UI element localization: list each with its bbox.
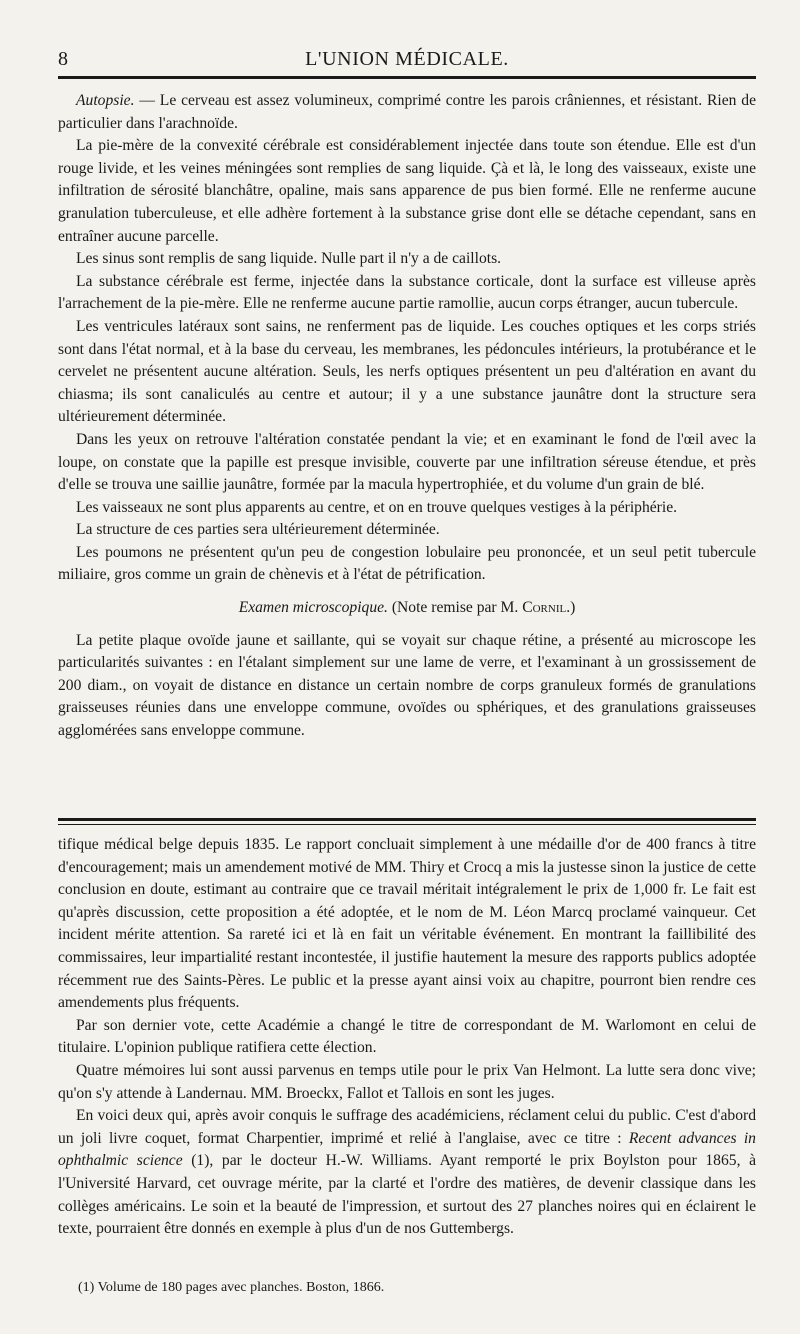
- paragraph-structure: La structure de ces parties sera ultérieurement déterminée.: [76, 521, 440, 539]
- paragraph-ventricles: Les ventricules latéraux sont sains, ne renferment pas de liquide. Les couches optiques et les corps striés sont dans l'état normal, et à la base du cerveau, les membranes, les pédoncules intérieurs, la protubérance et le cervelet ne présentent aucune altération. Seuls, les nerfs optiques présentent un peu d'altération en avant du chiasma; ils sont canaliculés au centre et autour; il y a une substance jaunâtre dont la structure sera ultérieurement déterminée.: [58, 317, 756, 426]
- paragraph-pia-mater: La pie-mère de la convexité cérébrale est considérablement injectée dans toute son étendue. Elle est d'un rouge livide, et les veines méningées sont remplies de sang liquide. Çà et là, le long des vaisseaux, existe une infiltration de sérosité blanchâtre, opaline, mais sans apparence de pus bien formé. Elle ne renferme aucune granulation tuberculeuse, et elle adhère fortement à la substance grise dont elle se détache cependant, sans en entraîner aucune parcelle.: [58, 137, 756, 245]
- paragraph-eyes: Dans les yeux on retrouve l'altération constatée pendant la vie; et en examinant le fond de l'œil avec la loupe, on constate que la papille est presque invisible, couverte par une infiltration séreuse étendue, et près d'elle se trouva une saillie jaunâtre, formée par la macula hypertrophiée, et du volume d'un grain de blé.: [58, 430, 756, 494]
- paragraph-autopsy: [58, 90, 756, 135]
- paragraph-sinus: Les sinus sont remplis de sang liquide. Nulle part il n'y a de caillots.: [76, 250, 502, 268]
- page-header: [58, 44, 756, 74]
- paragraph-cerebral-substance: La substance cérébrale est ferme, injectée dans la substance corticale, dont la surface est villeuse après l'arrachement de la pie-mère. Elle ne renferme aucune partie ramollie, aucun corps étranger, aucun tubercule.: [58, 272, 756, 313]
- paragraph-academy-report: tifique médical belge depuis 1835. Le rapport concluait simplement à une médaille d'or de 400 francs à titre d'encouragement; mais un amendement motivé de MM. Thiry et Crocq a mis la justesse sinon la justice de cette conclusion en doute, estimant au contraire que ce travail méritait intégralement le prix de 1,000 fr. Le fait est qu'après discussion, cette proposition a été adoptée, et le nom de M. Léon Marcq proclamé vainqueur. Cet incident mérite attention. Sa rareté ici et là en fait un véritable événement. En montrant la faillibilité des commissaires, leur impartialité restant incontestée, il justifie hautement la mesure des rapports publics adoptée récemment rue des Saints-Pères. Le public et la presse ayant ainsi voix au chapitre, pourront bien rendre ces amendements plus fréquents.: [58, 836, 756, 1012]
- paragraph-warlomont: Par son dernier vote, cette Académie a changé le titre de correspondant de M. Warlomont en celui de titulaire. L'opinion publique ratifiera cette élection.: [58, 1016, 756, 1057]
- header-rule: [58, 76, 756, 79]
- microscopic-exam-heading: [58, 597, 756, 620]
- williams-text-a: En voici deux qui, après avoir conquis le suffrage des académiciens, réclament celui du public. C'est d'abord un joli livre coquet, format Charpentier, imprimé et relié à l'anglaise, avec ce titre :: [58, 1107, 756, 1147]
- caption-note: (Note remise par M.: [387, 599, 523, 617]
- autopsy-lead: Autopsie.: [76, 92, 135, 109]
- williams-text-b: (1), par le docteur H.-W. Williams. Ayant remporté le prix Boylston pour 1865, à l'Université Harvard, cet ouvrage mérite, par la clarté et l'ordre des matières, de devenir classique dans les collèges américains. Le soin et la beauté de l'impression, et surtout des 27 planches noires qui en éclairent le texte, pourraient être donnés en exemple à plus d'un de nos Guttembergs.: [58, 1152, 756, 1238]
- caption-italic: Examen microscopique.: [238, 599, 388, 617]
- footnote: (1) Volume de 180 pages avec planches. Boston, 1866.: [78, 1280, 385, 1295]
- page-number: 8: [58, 48, 68, 70]
- autopsy-section: [58, 90, 756, 743]
- paragraph-lungs: Les poumons ne présentent qu'un peu de congestion lobulaire peu prononcée, et un seul petit tubercule miliaire, gros comme un grain de chènevis et à l'état de pétrification.: [58, 543, 756, 584]
- paragraph-williams-book: [58, 1105, 756, 1241]
- paragraph-retina-plaque: La petite plaque ovoïde jaune et saillante, qui se voyait sur chaque rétine, a présenté au microscope les particularités suivantes : en l'étalant simplement sur une lame de verre, et l'examinant à un grossissement de 200 diam., on voyait de distance en distance un certain nombre de corps granuleux formés de granulations graisseuses réunies dans une enveloppe commune, ovoïdes ou sphériques, et des granulations graisseuses agglomérées sans enveloppe commune.: [58, 631, 756, 740]
- paragraph-vessels: Les vaisseaux ne sont plus apparents au centre, et on en trouve quelques vestiges à la périphérie.: [76, 498, 678, 516]
- caption-author: Cornil: [522, 599, 567, 617]
- section-divider-thick: [58, 818, 756, 821]
- paragraph-van-helmont: Quatre mémoires lui sont aussi parvenus en temps utile pour le prix Van Helmont. La lutte sera donc vive; qu'on s'y attende à Landernau. MM. Broeckx, Fallot et Tallois en sont les juges.: [58, 1061, 756, 1102]
- autopsy-text: — Le cerveau est assez volumineux, comprimé contre les parois crâniennes, et résistant. Rien de particulier dans l'arachnoïde.: [58, 92, 756, 132]
- feuilleton-section: [58, 834, 756, 1241]
- book-title: Recent advances in ophthalmic science: [58, 1129, 756, 1170]
- section-divider-thin: [58, 824, 756, 825]
- journal-title: L'UNION MÉDICALE.: [305, 48, 509, 70]
- caption-end: .): [566, 599, 576, 617]
